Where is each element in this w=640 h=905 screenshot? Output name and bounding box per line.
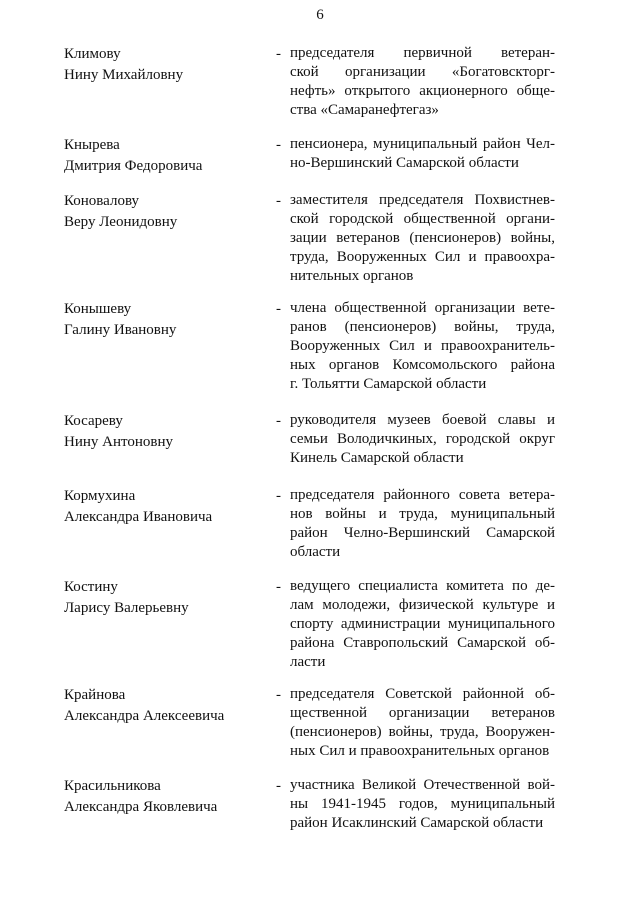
description-line: Кинель Самарской области [290,450,464,466]
person-description [290,577,555,672]
person-description [290,135,555,173]
dash-separator: - [276,778,281,794]
description-line: председателя первичной ветеран- [290,45,555,61]
person-name [64,135,264,177]
description-line: район Челно-Вершинский Самарской [290,525,555,541]
dash-separator: - [276,687,281,703]
surname: Коновалову [64,193,140,209]
description-line: ных органов Комсомольского района [290,357,555,373]
description-line: нительных органов [290,268,414,284]
person-name [64,299,264,341]
description-line: нов войны и труда, муниципальный [290,506,555,522]
person-name [64,411,264,453]
description-line: председателя Советской районной об- [290,686,555,702]
dash-separator: - [276,413,281,429]
dash-separator: - [276,46,281,62]
given-names: Александра Алексеевича [64,708,225,724]
given-names: Александра Ивановича [64,509,213,525]
person-description [290,191,555,286]
description-line: Вооруженных Сил и правоохранитель- [290,338,555,354]
description-line: участника Великой Отечественной вой- [290,777,555,793]
description-line: (пенсионеров) войны, труда, Вооружен- [290,724,555,740]
person-description [290,685,555,761]
surname: Кормухина [64,488,136,504]
description-line: район Исаклинский Самарской области [290,815,544,831]
person-name [64,776,264,818]
description-line: семьи Володичкиных, городской округ [290,431,555,447]
person-name [64,44,264,86]
description-line: ства «Самаранефтегаз» [290,102,439,118]
description-line: района Ставропольский Самарской об- [290,635,555,651]
person-description [290,486,555,562]
dash-separator: - [276,301,281,317]
dash-separator: - [276,137,281,153]
description-line: ской организации «Богатовскторг- [290,64,555,80]
given-names: Ларису Валерьевну [64,600,189,616]
description-line: члена общественной организации вете- [290,300,555,316]
description-line: ведущего специалиста комитета по де- [290,578,555,594]
person-description [290,44,555,120]
dash-separator: - [276,488,281,504]
page-number: 6 [316,7,324,23]
person-name [64,577,264,619]
description-line: ны 1941-1945 годов, муниципальный [290,796,555,812]
surname: Кнырева [64,137,120,153]
surname: Конышеву [64,301,132,317]
description-line: ных Сил и правоохранительных органов [290,743,550,759]
person-name [64,486,264,528]
given-names: Нину Михайловну [64,67,184,83]
person-description [290,411,555,468]
person-name [64,685,264,727]
description-line: заместителя председателя Похвистнев- [290,192,555,208]
description-line: ранов (пенсионеров) войны, труда, [290,319,555,335]
description-line: пенсионера, муниципальный район Чел- [290,136,555,152]
given-names: Дмитрия Федоровича [64,158,203,174]
person-name [64,191,264,233]
person-description [290,776,555,833]
description-line: нефть» открытого акционерного обще- [290,83,555,99]
surname: Костину [64,579,118,595]
given-names: Галину Ивановну [64,322,177,338]
dash-separator: - [276,193,281,209]
description-line: щественной организации ветеранов [290,705,555,721]
surname: Красильникова [64,778,161,794]
surname: Крайнова [64,687,126,703]
description-line: председателя районного совета ветера- [290,487,555,503]
description-line: зации ветеранов (пенсионеров) войны, [290,230,555,246]
description-line: лам молодежи, физической культуре и [290,597,555,613]
surname: Косареву [64,413,123,429]
description-line: ской городской общественной органи- [290,211,555,227]
description-line: спорту администрации муниципального [290,616,555,632]
dash-separator: - [276,579,281,595]
description-line: труда, Вооруженных Сил и правоохра- [290,249,555,265]
given-names: Нину Антоновну [64,434,173,450]
given-names: Александра Яковлевича [64,799,218,815]
description-line: ласти [290,654,326,670]
description-line: но-Вершинский Самарской области [290,155,519,171]
description-line: области [290,544,341,560]
description-line: руководителя музеев боевой славы и [290,412,555,428]
person-description [290,299,555,394]
given-names: Веру Леонидовну [64,214,178,230]
surname: Климову [64,46,121,62]
description-line: г. Тольятти Самарской области [290,376,487,392]
